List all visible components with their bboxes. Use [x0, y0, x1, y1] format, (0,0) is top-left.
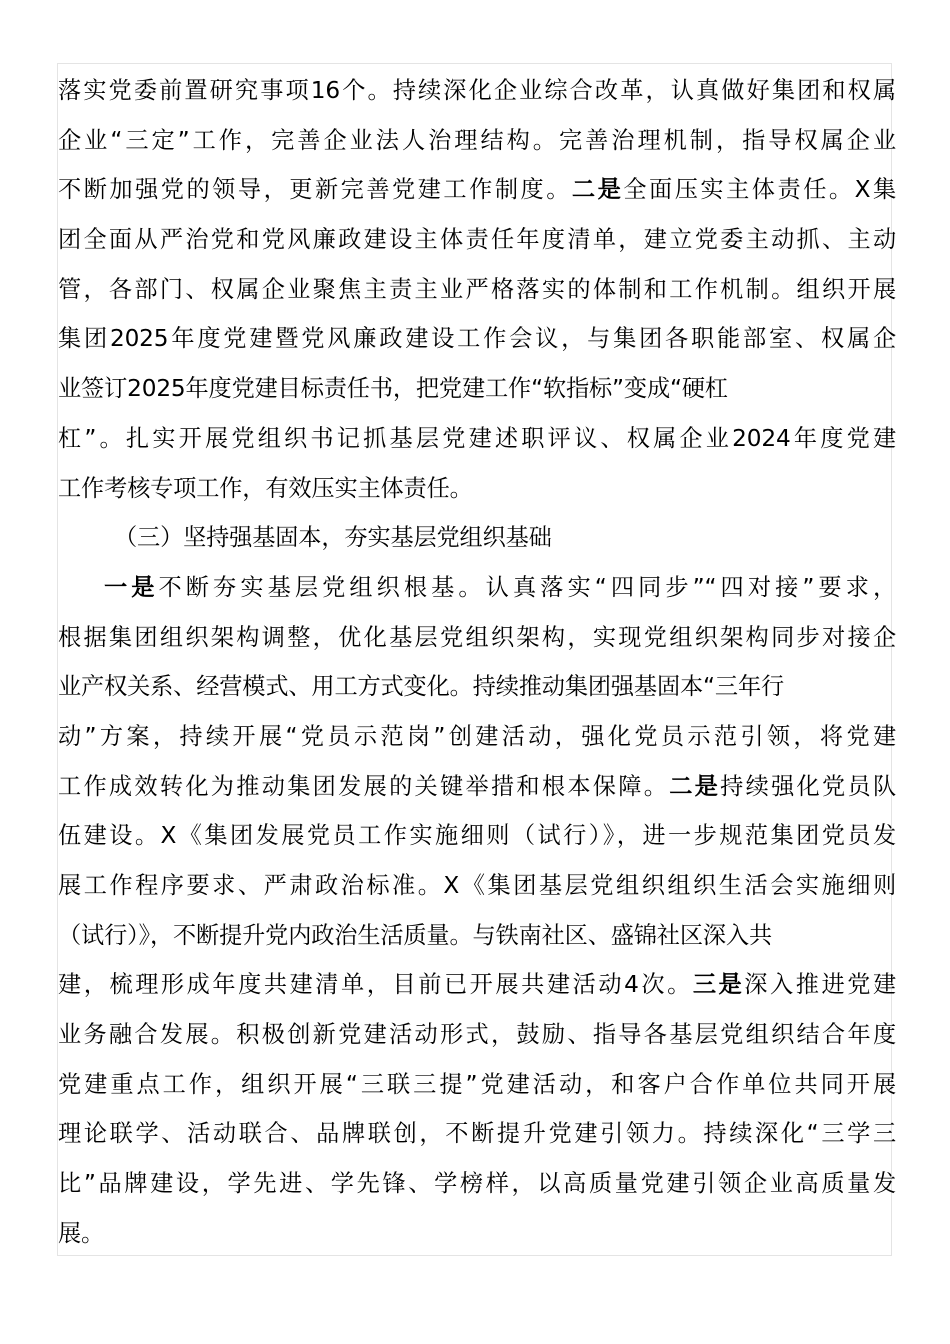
bold-marker: 三是 — [692, 971, 745, 999]
text-line: 展。 — [58, 1219, 105, 1247]
text-line: 业务融合发展。积极创新党建活动形式，鼓励、指导各基层党组织结合年度 — [58, 1021, 896, 1049]
text-line: 企业“三定”工作，完善企业法人治理结构。完善治理机制，指导权属企业 — [58, 126, 896, 154]
text-line: 杠”。扎实开展党组织书记抓基层党建述职评议、权属企业2024年度党建 — [58, 424, 896, 452]
text-line: 不断加强党的领导，更新完善党建工作制度。二是全面压实主体责任。X集 — [58, 176, 897, 204]
text-line: 落实党委前置研究事项16个。持续深化企业综合改革，认真做好集团和权属 — [58, 77, 896, 104]
bold-marker: 二是 — [669, 772, 721, 800]
text-line: 工作考核专项工作，有效压实主体责任。 — [58, 474, 473, 502]
text-line: 党建重点工作，组织开展“三联三提”党建活动，和客户合作单位共同开展 — [58, 1070, 896, 1098]
text-line: 团全面从严治党和党风廉政建设主体责任年度清单，建立党委主动抓、主动 — [58, 226, 896, 254]
text-line: 伍建设。X《集团发展党员工作实施细则（试行）》，进一步规范集团党员发 — [58, 822, 896, 850]
bold-marker: 二是 — [571, 176, 624, 204]
text-line: 工作成效转化为推动集团发展的关键举措和根本保障。二是持续强化党员队 — [58, 772, 896, 800]
text-line: 建，梳理形成年度共建清单，目前已开展共建活动4次。三是深入推进党建 — [58, 971, 896, 999]
text-line: 动”方案，持续开展“党员示范岗”创建活动，强化党员示范引领，将党建 — [58, 722, 896, 750]
text-line: 管，各部门、权属企业聚焦主责主业严格落实的体制和工作机制。组织开展 — [58, 275, 896, 303]
text-line: 根据集团组织架构调整，优化基层党组织架构，实现党组织架构同步对接企 — [58, 623, 896, 651]
text-line: 理论联学、活动联合、品牌联创，不断提升党建引领力。持续深化“三学三 — [58, 1120, 896, 1148]
text-line: 展工作程序要求、严肃政治标准。X《集团基层党组织组织生活会实施细则 — [58, 872, 896, 899]
section-heading: （三）坚持强基固本，夯实基层党组织基础 — [114, 524, 552, 552]
text-line: 业产权关系、经营模式、用工方式变化。持续推动集团强基固本“三年行 — [58, 673, 785, 701]
text-line: （试行）》，不断提升党内政治生活质量。与铁南社区、盛锦社区深入共 — [58, 921, 772, 949]
text-line: 业签订2025年度党建目标责任书，把党建工作“软指标”变成“硬杠 — [58, 375, 728, 403]
text-line: 集团2025年度党建暨党风廉政建设工作会议，与集团各职能部室、权属企 — [58, 325, 896, 353]
text-line: 一是不断夯实基层党组织根基。认真落实“四同步”“四对接”要求， — [104, 573, 896, 601]
document-body — [58, 66, 896, 1259]
text-line: 比”品牌建设，学先进、学先锋、学榜样，以高质量党建引领企业高质量发 — [58, 1170, 896, 1198]
bold-marker: 一是 — [104, 573, 159, 601]
